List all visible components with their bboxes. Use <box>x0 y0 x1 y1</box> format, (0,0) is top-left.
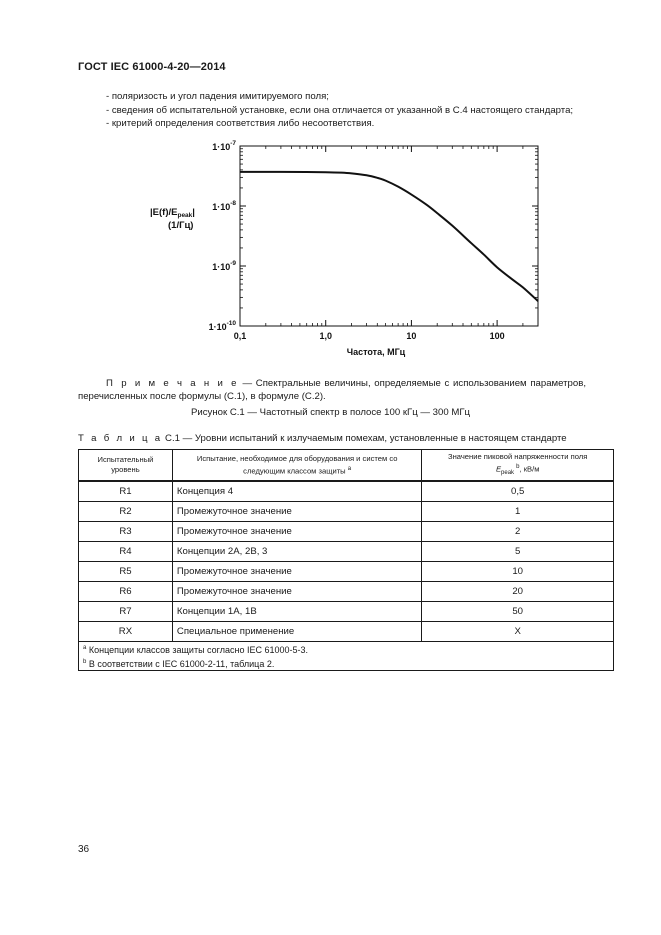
figure-caption: Рисунок С.1 — Частотный спектр в полосе 100 кГц — 300 МГц <box>190 407 471 418</box>
header-test-level: Испытательный уровень <box>79 450 173 482</box>
bullet-item: - поляризость и угол падения имитируемого поля; <box>106 91 329 102</box>
cell-level: R7 <box>79 602 173 622</box>
spectrum-curve <box>240 172 538 301</box>
header-peak-field: Значение пиковой напряженности поля $E_{peak}$ $^b$, кВ/м <box>422 450 614 482</box>
cell-test: Концепция 4 <box>172 481 421 502</box>
bullet-list <box>106 90 573 131</box>
x-tick-label: 10 <box>406 331 417 341</box>
y-tick-label: $1\cdot 10^{-9}$ <box>212 260 236 272</box>
cell-level: R6 <box>79 582 173 602</box>
x-axis-label: Частота, МГц <box>346 347 406 357</box>
test-levels-table <box>78 449 614 671</box>
cell-value: 0,5 <box>422 481 614 502</box>
plot-frame <box>240 146 538 326</box>
y-tick-label: $1\cdot 10^{-10}$ <box>208 320 236 332</box>
cell-value: 10 <box>422 562 614 582</box>
cell-test: Промежуточное значение <box>172 562 421 582</box>
spectrum-chart <box>140 138 560 363</box>
x-tick-label: 1,0 <box>319 331 332 341</box>
table-row <box>79 522 614 542</box>
cell-test: Концепции 2A, 2B, 3 <box>172 542 421 562</box>
note-label: П р и м е ч а н и е <box>106 378 239 389</box>
document-header: ГОСТ IEC 61000-4-20—2014 <box>78 61 226 73</box>
table-title <box>78 433 567 444</box>
table-footnotes-row <box>79 642 614 671</box>
y-tick-label: $1\cdot 10^{-8}$ <box>212 200 236 212</box>
cell-test: Концепции 1A, 1B <box>172 602 421 622</box>
cell-value: 50 <box>422 602 614 622</box>
y-axis-label-line1: $|E(f)/E_{peak}|$ <box>150 207 195 219</box>
cell-level: R3 <box>79 522 173 542</box>
cell-test: Специальное применение <box>172 622 421 642</box>
table-row <box>79 481 614 502</box>
bullet-item: - сведения об испытательной установке, если она отличается от указанной в С.4 настоящего стандарта; <box>106 104 574 116</box>
x-tick-label: 100 <box>489 331 505 341</box>
cell-test: Промежуточное значение <box>172 522 421 542</box>
bullet-item: - критерий определения соответствия либо несоответствия. <box>106 118 375 129</box>
header-test-required: Испытание, необходимое для оборудования и систем со следующим классом защиты $^a$ <box>172 450 421 482</box>
x-tick-label: 0,1 <box>233 331 247 341</box>
cell-level: R4 <box>79 542 173 562</box>
cell-level: R1 <box>79 481 173 502</box>
cell-value: 2 <box>422 522 614 542</box>
y-axis-label-line2: (1/Гц) <box>168 220 194 231</box>
cell-value: 20 <box>422 582 614 602</box>
figure-note <box>78 377 586 403</box>
cell-value: X <box>422 622 614 642</box>
cell-level: RX <box>79 622 173 642</box>
cell-value: 1 <box>422 502 614 522</box>
table-row <box>79 562 614 582</box>
cell-test: Промежуточное значение <box>172 582 421 602</box>
footnote-b: $^b$ В соответствии с IEC 61000-2-11, таблица 2. <box>83 659 275 669</box>
footnote-a: $^a$ Концепции классов защиты согласно IEC 61000-5-3. <box>83 645 309 655</box>
table-row <box>79 602 614 622</box>
cell-test: Промежуточное значение <box>172 502 421 522</box>
table-row <box>79 622 614 642</box>
table-row <box>79 542 614 562</box>
y-tick-label: $1\cdot 10^{-7}$ <box>212 140 236 152</box>
table-label: Т а б л и ц а <box>78 433 163 444</box>
cell-level: R2 <box>79 502 173 522</box>
table-row <box>79 582 614 602</box>
table-header-row <box>79 450 614 482</box>
cell-level: R5 <box>79 562 173 582</box>
table-row <box>79 502 614 522</box>
note-text: — Спектральные величины, определяемые с использованием параметров, перечисленных после формулы (С.1), в формуле (С.2). <box>78 378 586 402</box>
table-footnotes <box>79 642 614 671</box>
table-title-text: С.1 — Уровни испытаний к излучаемым помехам, установленные в настоящем стандарте <box>162 433 567 444</box>
cell-value: 5 <box>422 542 614 562</box>
page-number: 36 <box>78 844 90 855</box>
